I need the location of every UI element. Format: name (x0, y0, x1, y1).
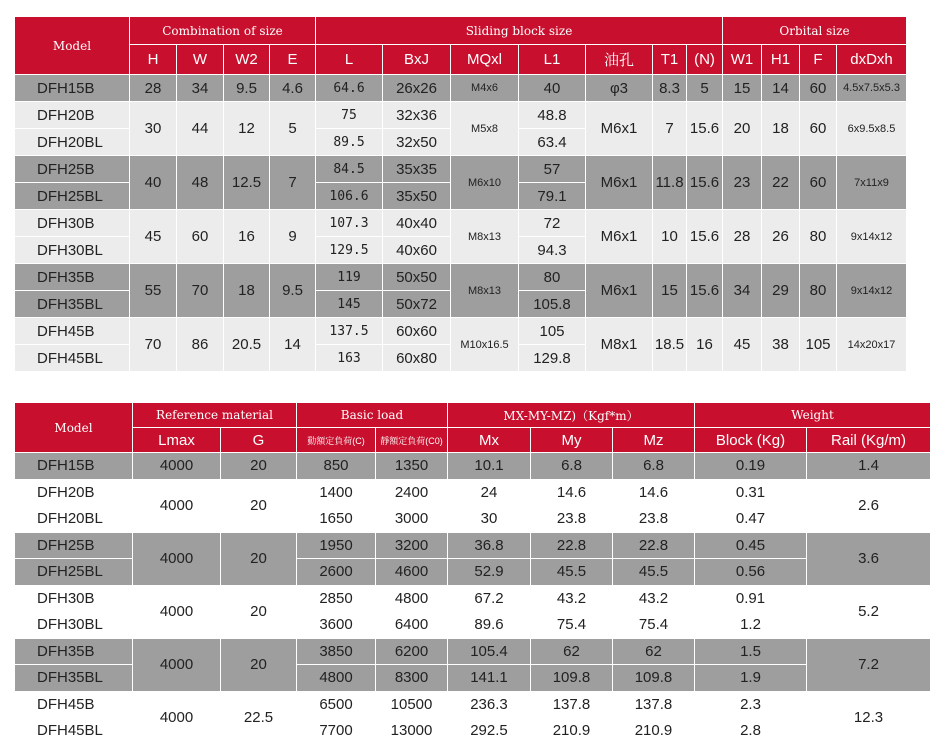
model-cell: DFH25BL (15, 559, 133, 586)
value-cell: 32x36 (383, 102, 451, 129)
value-cell: 2.6 (807, 479, 931, 532)
value-cell: 57 (519, 156, 586, 183)
value-cell: 18 (224, 264, 270, 318)
value-cell: 109.8 (613, 665, 695, 692)
value-cell: 105 (800, 318, 837, 372)
model-header: Model (15, 17, 130, 75)
value-cell: 45 (723, 318, 762, 372)
value-cell: 14x20x17 (837, 318, 907, 372)
value-cell: 4000 (133, 532, 221, 585)
value-cell: 0.31 (695, 479, 807, 506)
value-cell: 4000 (133, 691, 221, 744)
value-cell: 48 (177, 156, 224, 210)
value-cell: 75.4 (613, 612, 695, 639)
value-cell: 1.2 (695, 612, 807, 639)
value-cell: 40x40 (383, 210, 451, 237)
value-cell: 60x80 (383, 345, 451, 372)
value-cell: 60 (800, 156, 837, 210)
value-cell: 3000 (376, 506, 448, 533)
value-cell: M10x16.5 (451, 318, 519, 372)
value-cell: 3.6 (807, 532, 931, 585)
table-row (15, 318, 907, 345)
column-header: T1 (653, 45, 687, 75)
value-cell: 141.1 (448, 665, 531, 692)
value-cell: 16 (224, 210, 270, 264)
column-header: 靜額定負荷(C0) (376, 428, 448, 453)
column-header: dxDxh (837, 45, 907, 75)
value-cell: 137.5 (316, 318, 383, 345)
model-cell: DFH15B (15, 453, 133, 480)
value-cell: M6x1 (586, 156, 653, 210)
value-cell: 45.5 (613, 559, 695, 586)
value-cell: M8x13 (451, 264, 519, 318)
value-cell: 18.5 (653, 318, 687, 372)
table-row (15, 102, 907, 129)
value-cell: 80 (519, 264, 586, 291)
value-cell: 35x50 (383, 183, 451, 210)
value-cell: M6x1 (586, 102, 653, 156)
table-row (15, 691, 931, 718)
value-cell: 4000 (133, 638, 221, 691)
value-cell: 4000 (133, 479, 221, 532)
value-cell: M6x1 (586, 264, 653, 318)
value-cell: 129.5 (316, 237, 383, 264)
value-cell: 11.8 (653, 156, 687, 210)
value-cell: 0.45 (695, 532, 807, 559)
value-cell: 5 (687, 75, 723, 102)
value-cell: 6.8 (531, 453, 613, 480)
value-cell: 34 (723, 264, 762, 318)
value-cell: 94.3 (519, 237, 586, 264)
value-cell: 9x14x12 (837, 264, 907, 318)
value-cell: 129.8 (519, 345, 586, 372)
value-cell: 34 (177, 75, 224, 102)
value-cell: 1950 (297, 532, 376, 559)
column-header: Mz (613, 428, 695, 453)
value-cell: 7 (270, 156, 316, 210)
value-cell: 29 (762, 264, 800, 318)
value-cell: 9 (270, 210, 316, 264)
model-cell: DFH30BL (15, 612, 133, 639)
table-row (15, 479, 931, 506)
value-cell: 8.3 (653, 75, 687, 102)
value-cell: 38 (762, 318, 800, 372)
column-header: MQxl (451, 45, 519, 75)
column-header: 動額定負荷(C) (297, 428, 376, 453)
value-cell: 30 (130, 102, 177, 156)
value-cell: 1.5 (695, 638, 807, 665)
value-cell: 28 (723, 210, 762, 264)
value-cell: 4000 (133, 453, 221, 480)
value-cell: 60x60 (383, 318, 451, 345)
model-cell: DFH45BL (15, 345, 130, 372)
value-cell: 15.6 (687, 210, 723, 264)
column-header: My (531, 428, 613, 453)
column-header: Rail (Kg/m) (807, 428, 931, 453)
column-header: 油孔 (586, 45, 653, 75)
model-cell: DFH35BL (15, 291, 130, 318)
value-cell: 1.9 (695, 665, 807, 692)
value-cell: 26x26 (383, 75, 451, 102)
value-cell: 3850 (297, 638, 376, 665)
value-cell: 0.91 (695, 585, 807, 612)
value-cell: 75 (316, 102, 383, 129)
value-cell: 14.6 (613, 479, 695, 506)
value-cell: 12.5 (224, 156, 270, 210)
value-cell: 79.1 (519, 183, 586, 210)
table-row (15, 585, 931, 612)
model-cell: DFH20BL (15, 506, 133, 533)
value-cell: 4600 (376, 559, 448, 586)
table-row (15, 638, 931, 665)
basic-load-header: Basic load (297, 403, 448, 428)
value-cell: 850 (297, 453, 376, 480)
value-cell: 2600 (297, 559, 376, 586)
value-cell: 75.4 (531, 612, 613, 639)
value-cell: 80 (800, 264, 837, 318)
value-cell: φ3 (586, 75, 653, 102)
column-header: Lmax (133, 428, 221, 453)
value-cell: 22 (762, 156, 800, 210)
value-cell: 43.2 (531, 585, 613, 612)
value-cell: 50x50 (383, 264, 451, 291)
value-cell: 5 (270, 102, 316, 156)
value-cell: 62 (531, 638, 613, 665)
value-cell: 43.2 (613, 585, 695, 612)
value-cell: 210.9 (613, 718, 695, 745)
value-cell: 119 (316, 264, 383, 291)
value-cell: 28 (130, 75, 177, 102)
model-cell: DFH20BL (15, 129, 130, 156)
value-cell: 70 (177, 264, 224, 318)
column-header: W (177, 45, 224, 75)
table-row (15, 532, 931, 559)
combination-size-header: Combination of size (130, 17, 316, 45)
column-header: Block (Kg) (695, 428, 807, 453)
value-cell: 45 (130, 210, 177, 264)
model-cell: DFH35BL (15, 665, 133, 692)
orbital-size-header: Orbital size (723, 17, 907, 45)
value-cell: 44 (177, 102, 224, 156)
value-cell: 22.8 (531, 532, 613, 559)
value-cell: M8x13 (451, 210, 519, 264)
value-cell: 14.6 (531, 479, 613, 506)
value-cell: 20 (221, 638, 297, 691)
value-cell: 4000 (133, 585, 221, 638)
value-cell: 210.9 (531, 718, 613, 745)
table-row (15, 210, 907, 237)
value-cell: 163 (316, 345, 383, 372)
value-cell: 80 (800, 210, 837, 264)
value-cell: 50x72 (383, 291, 451, 318)
model-cell: DFH25B (15, 532, 133, 559)
value-cell: 20.5 (224, 318, 270, 372)
value-cell: 20 (221, 479, 297, 532)
column-header: E (270, 45, 316, 75)
column-header: L1 (519, 45, 586, 75)
value-cell: 6400 (376, 612, 448, 639)
value-cell: 40x60 (383, 237, 451, 264)
value-cell: 64.6 (316, 75, 383, 102)
value-cell: 1.4 (807, 453, 931, 480)
value-cell: 2850 (297, 585, 376, 612)
value-cell: 18 (762, 102, 800, 156)
column-header: W1 (723, 45, 762, 75)
value-cell: 60 (800, 75, 837, 102)
value-cell: 1400 (297, 479, 376, 506)
model-header: Model (15, 403, 133, 453)
value-cell: 22.8 (613, 532, 695, 559)
value-cell: 292.5 (448, 718, 531, 745)
value-cell: 145 (316, 291, 383, 318)
value-cell: 105.4 (448, 638, 531, 665)
column-header: H (130, 45, 177, 75)
column-header: BxJ (383, 45, 451, 75)
value-cell: 4.6 (270, 75, 316, 102)
value-cell: 16 (687, 318, 723, 372)
value-cell: 67.2 (448, 585, 531, 612)
value-cell: 45.5 (531, 559, 613, 586)
model-cell: DFH20B (15, 102, 130, 129)
value-cell: 107.3 (316, 210, 383, 237)
value-cell: 89.6 (448, 612, 531, 639)
value-cell: 6500 (297, 691, 376, 718)
column-header: (N) (687, 45, 723, 75)
value-cell: 20 (221, 453, 297, 480)
value-cell: 4800 (297, 665, 376, 692)
value-cell: 20 (221, 532, 297, 585)
value-cell: 0.19 (695, 453, 807, 480)
value-cell: 15 (653, 264, 687, 318)
value-cell: 8300 (376, 665, 448, 692)
value-cell: 105 (519, 318, 586, 345)
weight-header: Weight (695, 403, 931, 428)
value-cell: 89.5 (316, 129, 383, 156)
value-cell: 4800 (376, 585, 448, 612)
value-cell: M6x10 (451, 156, 519, 210)
model-cell: DFH15B (15, 75, 130, 102)
value-cell: 10 (653, 210, 687, 264)
value-cell: 2400 (376, 479, 448, 506)
value-cell: 20 (723, 102, 762, 156)
model-cell: DFH30B (15, 210, 130, 237)
value-cell: 0.47 (695, 506, 807, 533)
model-cell: DFH35B (15, 638, 133, 665)
model-cell: DFH35B (15, 264, 130, 291)
value-cell: 236.3 (448, 691, 531, 718)
value-cell: 137.8 (531, 691, 613, 718)
value-cell: 2.3 (695, 691, 807, 718)
value-cell: 15.6 (687, 102, 723, 156)
value-cell: 7 (653, 102, 687, 156)
value-cell: 60 (177, 210, 224, 264)
value-cell: 23.8 (613, 506, 695, 533)
value-cell: M6x1 (586, 210, 653, 264)
value-cell: 137.8 (613, 691, 695, 718)
value-cell: 4.5x7.5x5.3 (837, 75, 907, 102)
value-cell: M5x8 (451, 102, 519, 156)
size-table (14, 16, 907, 372)
column-header: L (316, 45, 383, 75)
value-cell: 7x11x9 (837, 156, 907, 210)
column-header: G (221, 428, 297, 453)
value-cell: 10.1 (448, 453, 531, 480)
value-cell: 40 (519, 75, 586, 102)
value-cell: 3200 (376, 532, 448, 559)
model-cell: DFH45B (15, 318, 130, 345)
model-cell: DFH45B (15, 691, 133, 718)
value-cell: M4x6 (451, 75, 519, 102)
column-header: W2 (224, 45, 270, 75)
model-cell: DFH30BL (15, 237, 130, 264)
value-cell: 55 (130, 264, 177, 318)
moment-header: MX-MY-MZ)（Kgf*m） (448, 403, 695, 428)
table-row (15, 75, 907, 102)
value-cell: 12 (224, 102, 270, 156)
table-row (15, 453, 931, 480)
model-cell: DFH25B (15, 156, 130, 183)
value-cell: 3600 (297, 612, 376, 639)
value-cell: 23.8 (531, 506, 613, 533)
value-cell: 6200 (376, 638, 448, 665)
value-cell: 22.5 (221, 691, 297, 744)
value-cell: 72 (519, 210, 586, 237)
column-header: Mx (448, 428, 531, 453)
value-cell: 70 (130, 318, 177, 372)
value-cell: 0.56 (695, 559, 807, 586)
value-cell: 9x14x12 (837, 210, 907, 264)
value-cell: 35x35 (383, 156, 451, 183)
value-cell: M8x1 (586, 318, 653, 372)
value-cell: 6x9.5x8.5 (837, 102, 907, 156)
value-cell: 15.6 (687, 264, 723, 318)
value-cell: 14 (762, 75, 800, 102)
value-cell: 36.8 (448, 532, 531, 559)
value-cell: 15 (723, 75, 762, 102)
value-cell: 105.8 (519, 291, 586, 318)
value-cell: 2.8 (695, 718, 807, 745)
value-cell: 7.2 (807, 638, 931, 691)
model-cell: DFH20B (15, 479, 133, 506)
value-cell: 9.5 (270, 264, 316, 318)
value-cell: 10500 (376, 691, 448, 718)
value-cell: 40 (130, 156, 177, 210)
value-cell: 20 (221, 585, 297, 638)
load-table (14, 402, 931, 745)
column-header: F (800, 45, 837, 75)
value-cell: 48.8 (519, 102, 586, 129)
value-cell: 12.3 (807, 691, 931, 744)
table-row (15, 264, 907, 291)
reference-material-header: Reference material (133, 403, 297, 428)
value-cell: 9.5 (224, 75, 270, 102)
value-cell: 24 (448, 479, 531, 506)
value-cell: 6.8 (613, 453, 695, 480)
model-cell: DFH30B (15, 585, 133, 612)
value-cell: 7700 (297, 718, 376, 745)
value-cell: 13000 (376, 718, 448, 745)
model-cell: DFH25BL (15, 183, 130, 210)
value-cell: 84.5 (316, 156, 383, 183)
value-cell: 30 (448, 506, 531, 533)
value-cell: 62 (613, 638, 695, 665)
value-cell: 1650 (297, 506, 376, 533)
value-cell: 52.9 (448, 559, 531, 586)
value-cell: 23 (723, 156, 762, 210)
value-cell: 15.6 (687, 156, 723, 210)
value-cell: 32x50 (383, 129, 451, 156)
value-cell: 26 (762, 210, 800, 264)
value-cell: 109.8 (531, 665, 613, 692)
value-cell: 14 (270, 318, 316, 372)
value-cell: 106.6 (316, 183, 383, 210)
value-cell: 5.2 (807, 585, 931, 638)
value-cell: 60 (800, 102, 837, 156)
column-header: H1 (762, 45, 800, 75)
value-cell: 1350 (376, 453, 448, 480)
value-cell: 86 (177, 318, 224, 372)
table-row (15, 156, 907, 183)
value-cell: 63.4 (519, 129, 586, 156)
model-cell: DFH45BL (15, 718, 133, 745)
sliding-block-size-header: Sliding block size (316, 17, 723, 45)
